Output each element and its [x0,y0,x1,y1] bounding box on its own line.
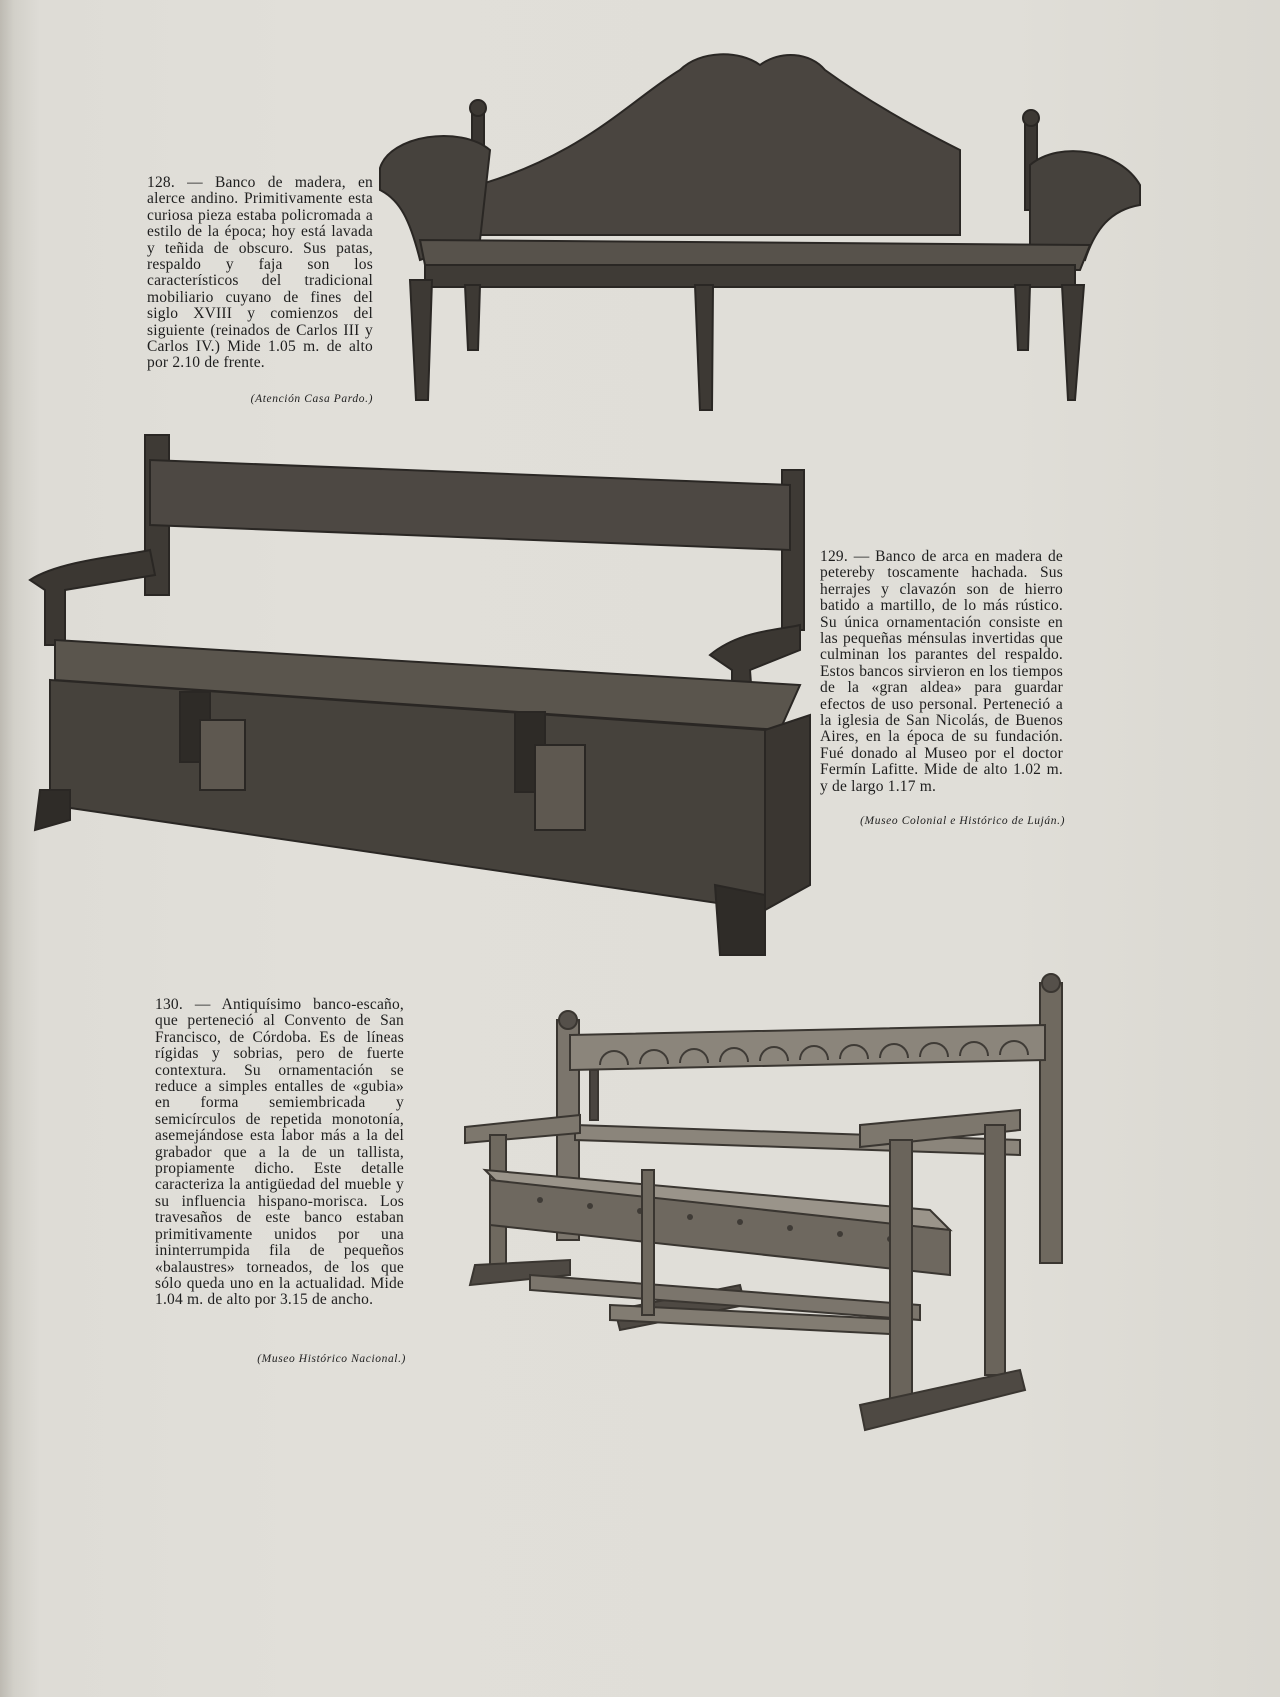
caption-130 [155,997,404,1309]
caption-128 [147,175,373,372]
caption-text-128: — Banco de madera, en alerce andino. Primitivamente esta curiosa pieza estaba policromada a estilo de la época; hoy está lavada y teñida de obscuro. Sus patas, respaldo y faja son los característicos del tradicional mobiliario cuyano de fines del siglo XVIII y comienzos del siguiente (reinados de Carlos III y Carlos IV.) Mide 1.05 m. de alto por 2.10 de frente. [147,174,373,372]
caption-text-130: — Antiquísimo banco-escaño, que perteneció al Convento de San Francisco, de Córdoba. Es de líneas rígidas y sobrias, pero de fuerte contextura. Su ornamentación se reduce a simples entalles de «gubia» en forma semiembricada y semicírculos de repetida monotonía, asemejándose esta labor más a la del grabador que a la de un tallista, propiamente dicho. Este detalle caracteriza la antigüedad del mueble y su influencia hispano-morisca. Los travesaños de este banco estaban primitivamente unidos por una ininterrumpida fila de pequeños «balaustres» torneados, de los que sólo queda uno en la actualidad. Mide 1.04 m. de alto por 3.15 de ancho. [155,996,404,1309]
figure-number-129: 129. [820,548,848,565]
figure-number-130: 130. [155,996,183,1013]
photo-bench-129 [20,430,810,960]
credit-129: (Museo Colonial e Histórico de Luján.) [860,815,1065,827]
credit-130: (Museo Histórico Nacional.) [257,1353,406,1365]
caption-129 [820,549,1063,795]
figure-number-128: 128. [147,174,175,191]
photo-bench-128 [380,40,1140,420]
photo-bench-130 [460,975,1070,1445]
credit-128: (Atención Casa Pardo.) [250,393,373,405]
caption-text-129: — Banco de arca en madera de petereby toscamente hachada. Sus herrajes y clavazón son de hierro batido a martillo, de lo más rústico. Su única ornamentación consiste en las pequeñas ménsulas invertidas que culminan los parantes del respaldo. Estos bancos sirvieron en los tiempos de la «gran aldea» para guardar efectos de uso personal. Perteneció a la iglesia de San Nicolás, de Buenos Aires, en la época de su fundación. Fué donado al Museo por el doctor Fermín Lafitte. Mide de alto 1.02 m. y de largo 1.17 m. [820,548,1064,795]
